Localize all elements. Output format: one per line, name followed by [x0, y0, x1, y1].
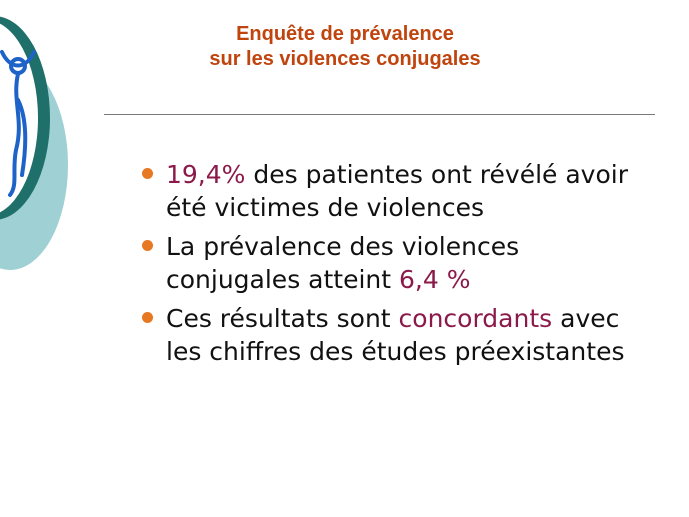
bullet-text: avec les chiffres des études préexistantes [166, 304, 625, 366]
bullet-highlight: 6,4 % [399, 265, 471, 294]
slide-title-line-1: Enquête de prévalence [236, 23, 454, 45]
bullet-text: La prévalence des violences conjugales atteint [166, 232, 520, 294]
bullet-dot-icon [142, 312, 153, 323]
bullet-text: Ces résultats sont [166, 304, 399, 333]
bullet-dot-icon [142, 240, 153, 251]
bullet-dot-icon [142, 168, 153, 179]
bullet-item [140, 158, 660, 224]
bullet-list [140, 158, 660, 374]
bullet-text: des patientes ont révélé avoir été victimes de violences [166, 160, 628, 222]
bullet-item [140, 302, 660, 368]
bullet-highlight: concordants [398, 304, 553, 333]
title-divider [104, 114, 655, 115]
slide-title-line-2: sur les violences conjugales [209, 48, 481, 70]
bullet-item [140, 230, 660, 296]
slide-title [100, 22, 590, 72]
stylized-figure-logo-icon [0, 0, 90, 280]
bullet-highlight: 19,4% [166, 160, 246, 189]
